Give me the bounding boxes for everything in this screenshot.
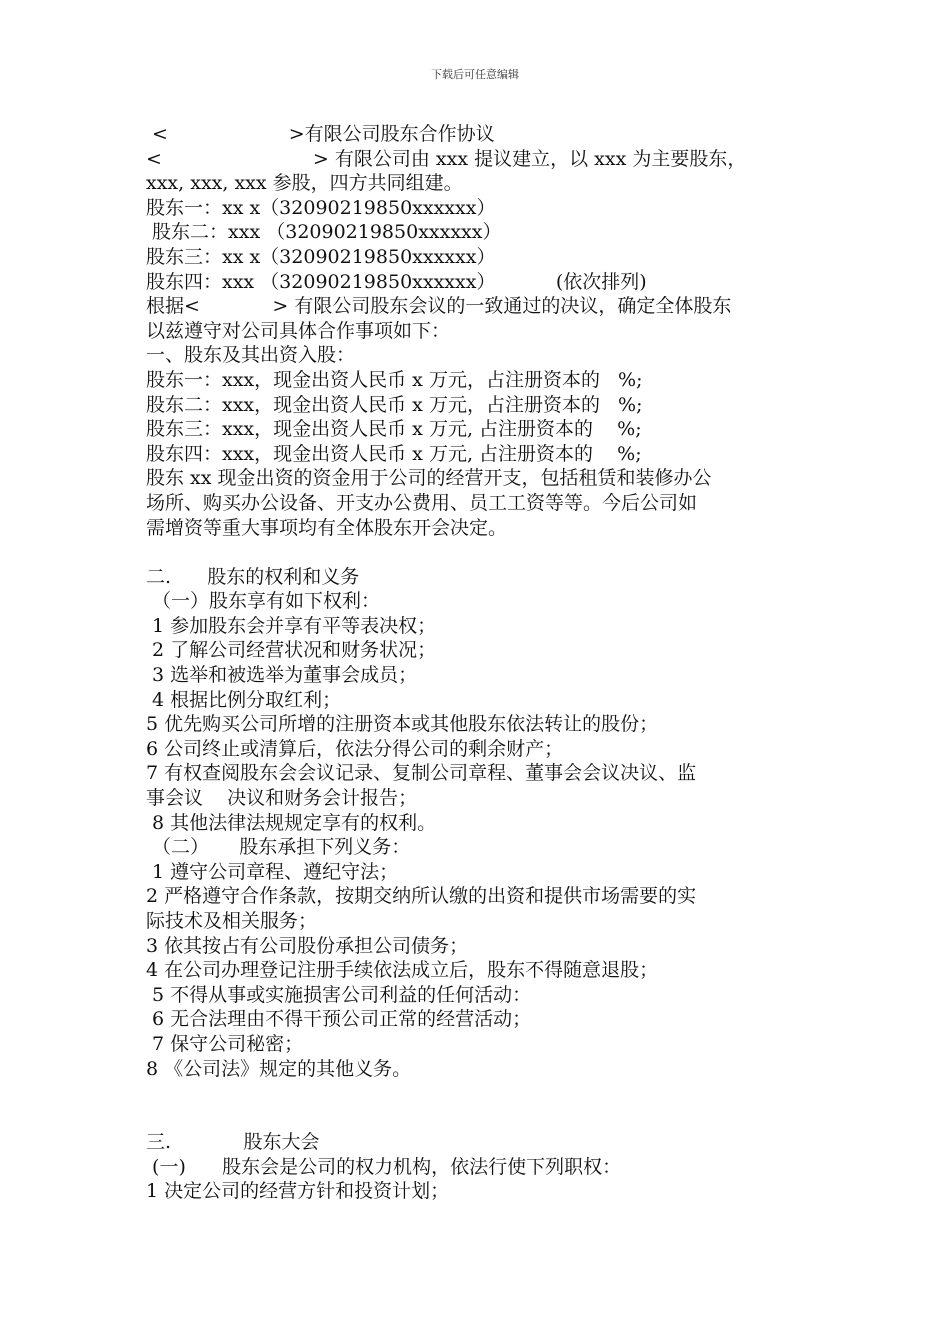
list-item: 8 《公司法》规定的其他义务。 [146,1057,412,1080]
page-header: 下载后可任意编辑 [431,68,519,81]
section-heading: 二. 股东的权利和义务 [146,565,360,588]
list-item: 3 选举和被选举为董事会成员； [146,664,418,687]
text-line: 场所、购买办公设备、开支办公费用、员工工资等等。今后公司如 [146,491,698,514]
list-item: 2 了解公司经营状况和财务状况； [146,639,437,662]
list-item: 际技术及相关服务； [146,910,318,932]
list-item: 5 优先购买公司所增的注册资本或其他股东依法转让的股份； [146,713,659,736]
list-item: 7 保守公司秘密； [146,1032,304,1055]
list-item: 4 根据比例分取红利； [146,688,342,711]
section-heading: 一、股东及其出资入股： [146,344,356,367]
subsection-heading: （二） 股东承担下列义务： [146,836,411,859]
text-line: 股东二：xxx，现金出资人民币 x 万元，占注册资本的 %; [146,393,643,416]
text-line: 股东二：xxx （32090219850xxxxxx） [146,221,502,244]
section-heading: 三. 股东大会 [146,1131,320,1154]
text-line: 以兹遵守对公司具体合作事项如下： [146,319,451,342]
title-line: < >有限公司股东合作协议 [146,123,495,145]
text-line: 根据< > 有限公司股东会议的一致通过的决议，确定全体股东 [146,295,732,318]
subsection-heading: （一）股东享有如下权利： [146,590,381,613]
spacer [146,540,826,565]
list-item: 4 在公司办理登记注册手续依法成立后，股东不得随意退股； [146,959,659,982]
document-body [146,122,826,1204]
list-item: 8 其他法律法规规定享有的权利。 [146,811,437,834]
list-item: 3 依其按占有公司股份承担公司债务； [146,934,469,957]
list-item: 2 严格遵守合作条款，按期交纳所认缴的出资和提供市场需要的实 [146,885,697,908]
text-line: xxx, xxx, xxx 参股，四方共同组建。 [146,172,463,195]
list-item: 1 遵守公司章程、遵纪守法； [146,860,399,883]
list-item: 1 参加股东会并享有平等表决权； [146,614,437,637]
list-item: 1 决定公司的经营方针和投资计划； [146,1180,450,1203]
text-line: 股东 xx 现金出资的资金用于公司的经营开支，包括租赁和装修办公 [146,467,712,490]
text-line: 股东一：xx x（32090219850xxxxxx） [146,196,496,219]
list-item: 6 公司终止或清算后，依法分得公司的剩余财产； [146,737,564,760]
text-line: 股东一：xxx，现金出资人民币 x 万元，占注册资本的 %; [146,368,643,391]
list-item: 7 有权查阅股东会会议记录、复制公司章程、董事会会议决议、监 [146,762,697,785]
text-line: 需增资等重大事项均有全体股东开会决定。 [146,516,508,539]
text-line: 股东三：xxx，现金出资人民币 x 万元, 占注册资本的 %; [146,418,642,441]
text-line: < > 有限公司由 xxx 提议建立，以 xxx 为主要股东， [146,147,747,170]
text-line: 股东三：xx x（32090219850xxxxxx） [146,245,496,268]
list-item: 6 无合法理由不得干预公司正常的经营活动； [146,1008,532,1031]
subsection-heading: (一) 股东会是公司的权力机构，依法行使下列职权： [146,1155,622,1178]
text-line: 股东四：xxx （32090219850xxxxxx） (依次排列) [146,270,647,293]
spacer [146,1081,826,1130]
text-line: 股东四：xxx，现金出资人民币 x 万元, 占注册资本的 %; [146,442,642,465]
list-item: 事会议 决议和财务会计报告； [146,787,418,810]
list-item: 5 不得从事或实施损害公司利益的任何活动： [146,983,532,1006]
